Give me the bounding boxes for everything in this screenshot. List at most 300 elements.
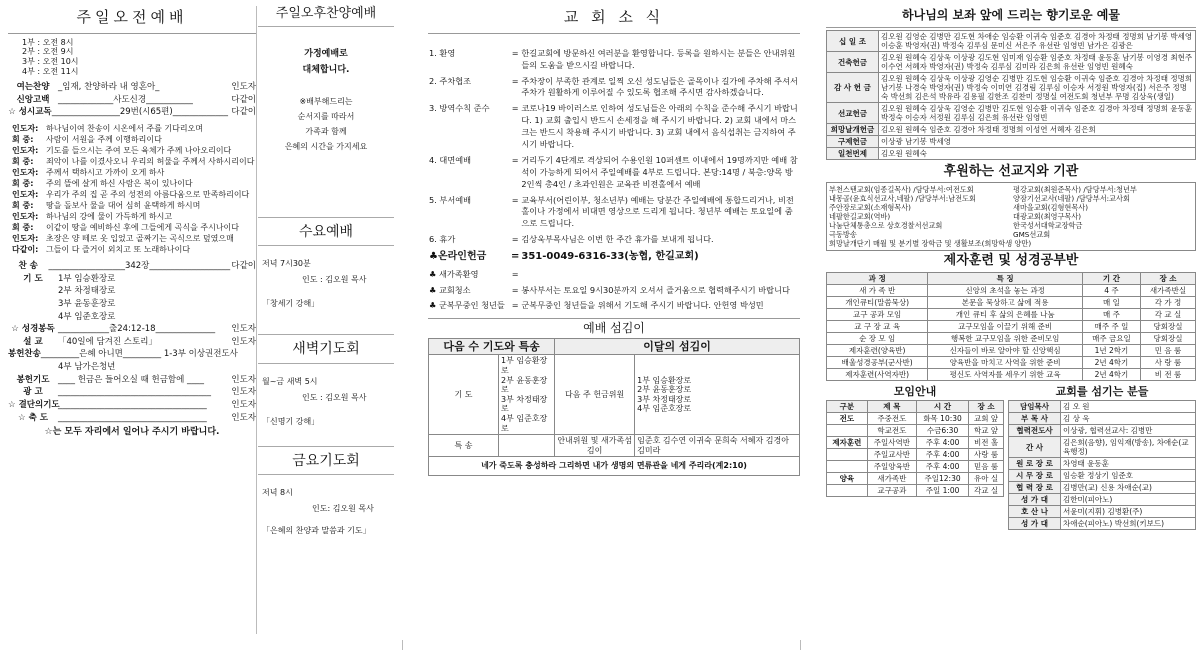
meetings-cell: 주일사역반 <box>867 437 916 449</box>
training-cell: 양육반을 마치고 사역을 위한 준비 <box>928 356 1083 368</box>
order-name: 설 교 <box>23 336 43 347</box>
training-cell: 신앙의 초석을 놓는 과정 <box>928 284 1083 296</box>
offering-row <box>827 124 1196 136</box>
order-row <box>8 324 256 335</box>
meetings-cell: 각교 실 <box>969 485 1004 497</box>
order-name: 기 도 <box>23 273 43 284</box>
reading-text: 우리가 주의 집 곧 주의 성전의 아름다움으로 만족하리이다 <box>46 190 250 199</box>
reading-text: 주의 뜰에 살게 하신 사람은 복이 있나이다 <box>46 179 193 188</box>
staff-role: 호 산 나 <box>1009 506 1061 518</box>
reading-text: 하나님이여 찬송이 시온에서 주를 기다리오며 <box>46 124 204 133</box>
news-row <box>428 101 800 153</box>
order-content: _임재, 찬양하라 내 영혼아_ <box>58 82 160 93</box>
order-content: ____ 헌금은 들어오실 때 헌금함에 ____ <box>58 374 205 385</box>
wednesday-leader: 인도 : 김오원 목사 <box>302 275 367 285</box>
staff-row <box>1009 482 1196 494</box>
news-key: ♣온라인헌금 <box>429 251 487 263</box>
order-name: ☆ 성시교독 <box>8 107 52 118</box>
offering-type: 구제헌금 <box>827 136 879 148</box>
other-services-section <box>258 0 394 651</box>
meetings-row <box>827 425 1004 437</box>
meetings-cell: 학교 앞 <box>969 425 1004 437</box>
dawn-topic: 「신명기 강해」 <box>262 416 320 426</box>
meetings-cell: 주일양육반 <box>867 461 916 473</box>
mission-item: 내몽골(윤효식선교사,네팔) /담당부서:남전도회 <box>829 194 976 204</box>
order-row <box>8 400 256 411</box>
service-time: 4부 : 오전 11시 <box>22 66 79 76</box>
prayer-item: 2부 윤동훈장로 <box>501 375 548 395</box>
reading-speaker: 인도자: <box>12 168 39 177</box>
mission-item: 양잠기선교사(네팔) /담당부서:교사회 <box>1013 194 1130 204</box>
service-time: 1부 : 오전 8시 <box>22 37 74 47</box>
meetings-title: 모임안내 <box>893 384 937 398</box>
meetings-row <box>827 449 1004 461</box>
prayer-list <box>499 355 555 435</box>
staff-names: 김병만(교) 신용 차애순(교) <box>1061 482 1196 494</box>
meetings-cell: 새가족반 <box>867 473 916 485</box>
news-text: 한길교회에 방문하신 여러분을 환영합니다. 등록을 원하시는 분들은 안내위원들의 도움을 받으시길 바랍니다. <box>521 47 796 70</box>
offering-names: 김오원 원혜숙 임준호 김경아 차정태 정명희 이성연 서혜자 김은희 <box>879 124 1196 136</box>
meetings-header <box>827 401 1004 413</box>
wednesday-info <box>258 246 394 322</box>
meetings-row <box>827 485 1004 497</box>
offering-row <box>827 52 1196 73</box>
meetings-cell: 주일교사반 <box>867 449 916 461</box>
news-text <box>520 267 800 283</box>
afternoon-instructions <box>258 94 394 155</box>
meetings-cell: 화목 10:30 <box>917 413 969 425</box>
meetings-row <box>827 413 1004 425</box>
offering-title: 하나님의 보좌 앞에 드리는 향기로운 예물 <box>826 0 1196 28</box>
news-text: 봉사부서는 토요일 9시30분까지 오셔서 즐거움으로 협력해주시기 바랍니다 <box>521 284 790 295</box>
serve-table <box>428 338 800 476</box>
reading-line <box>12 234 256 244</box>
meetings-cell: 주후 4:00 <box>917 449 969 461</box>
prayer-item: 4부 임준호장로 <box>501 414 548 433</box>
news-eq: = <box>511 154 519 165</box>
meetings-cell: 유아 실 <box>969 473 1004 485</box>
staff-role: 협력전도사 <box>1009 425 1061 437</box>
training-cell: 각 교 실 <box>1141 308 1196 320</box>
dawn-prayer-info <box>258 364 394 440</box>
order-content: ___________________________________ <box>58 399 207 410</box>
meetings-row <box>827 473 1004 485</box>
staff-names: 서윤미(지휘) 김병환(주) <box>1061 506 1196 518</box>
meetings-cell: 비전 홀 <box>969 437 1004 449</box>
news-row <box>428 153 800 193</box>
friday-topic: 「은혜의 찬양과 말씀과 기도」 <box>262 526 371 536</box>
offering-table <box>826 30 1196 160</box>
order-name: 신앙고백 <box>16 94 50 105</box>
training-header <box>827 272 1196 284</box>
order-of-worship-continued <box>8 261 256 423</box>
news-row <box>428 74 800 102</box>
offering-names: 김오원 원혜숙 김상욱 이상광 김도현 임미재 임승환 임준호 차정태 윤동훈 남기봉 이영경 최현주 이수연 서혜자 박영자(권) 박정숙 김루심 김미라 김은희 유선란 임영빈 원혜숙 <box>879 52 1196 73</box>
training-cell: 민 음 룸 <box>1141 344 1196 356</box>
news-text: 교육부서(어린이부, 청소년부) 예배는 당분간 주일예배에 통합드리거나, 비전홀이나 가정에서 비대면 영상으로 드리게 됩니다. 청년부 예배는 토요일에 줌으로 드립니다. <box>521 194 794 229</box>
staff-role: 부 목 사 <box>1009 413 1061 425</box>
standing-note: ☆는 모두 자리에서 일어나 주시기 바랍니다. <box>44 427 220 438</box>
training-cell: 개인 큐티 후 삶의 은혜를 나눔 <box>928 308 1083 320</box>
meetings-cell: 제자훈련 <box>827 437 868 449</box>
mission-item: 극동방송 <box>829 230 857 240</box>
reading-speaker: 인도자: <box>12 234 39 243</box>
training-cell: 새 가 족 반 <box>827 284 928 296</box>
news-eq: = <box>511 194 519 205</box>
reading-speaker: 회 중: <box>12 179 34 188</box>
service-times <box>22 38 256 76</box>
offering-item: 1부 임승환장로 <box>637 375 692 385</box>
news-key: 6. 휴가 <box>429 234 456 245</box>
wednesday-title: 수요예배 <box>258 217 394 247</box>
mission-item: GMS선교회 <box>1013 230 1051 240</box>
meetings-cell: 주일 1:00 <box>917 485 969 497</box>
special-song-label: 특 송 <box>429 435 499 457</box>
mission-item: 네팔한길교회(역바) <box>829 212 891 222</box>
news-eq: = <box>511 75 519 86</box>
offering-names: 김오원 김영순 김병만 김도현 차애순 임승환 이귀숙 임준호 김경아 차정태 정명희 남기봉 박세영 이승훈 박영자(권) 박정숙 김루심 문미신 서은주 유선란 임영빈 남가은 김광은 <box>879 31 1196 52</box>
mission-item: 새마을교회(김형현목사) <box>1013 203 1089 213</box>
training-cell: 행복한 교구모임을 위한 준비모임 <box>928 332 1083 344</box>
news-row <box>428 248 800 267</box>
training-cell: 각 가 정 <box>1141 296 1196 308</box>
training-cell: 당회장실 <box>1141 320 1196 332</box>
reading-line <box>12 223 256 233</box>
order-row <box>8 337 256 348</box>
column-divider <box>256 6 257 634</box>
reading-speaker: 회 중: <box>12 135 34 144</box>
meetings-table <box>826 400 1004 497</box>
reading-line <box>12 146 256 156</box>
reading-line <box>12 179 256 189</box>
reading-text: 이같이 땅을 예비하신 후에 그들에게 곡식을 주시나이다 <box>46 223 239 232</box>
mission-item: 나눔단체통총으로 상호경찰서선교회 <box>829 221 943 231</box>
reading-line <box>12 135 256 145</box>
dawn-leader: 인도 : 김오원 목사 <box>302 392 367 402</box>
reading-speaker: 다같이: <box>12 245 39 254</box>
training-cell: 교 구 장 교 육 <box>827 320 928 332</box>
meetings-cell: 교구공과 <box>867 485 916 497</box>
order-leader: 인도자 <box>231 387 256 398</box>
staff-names: 김한미(피아노) <box>1061 494 1196 506</box>
training-row <box>827 284 1196 296</box>
offering-list <box>635 355 800 435</box>
offering-item: 2부 윤동훈장로 <box>637 385 692 395</box>
service-time: 2부 : 오전 9시 <box>22 47 74 57</box>
reading-speaker: 회 중: <box>12 223 34 232</box>
reading-text: 죄악이 나를 이겼사오니 우리의 허물을 주께서 사하시리이다 <box>46 157 255 166</box>
news-key: ♣ 교회청소 <box>429 284 471 295</box>
reading-line <box>12 168 256 178</box>
training-cell: 4 주 <box>1082 284 1140 296</box>
instruction-line: 가족과 함께 <box>305 127 347 137</box>
order-row <box>8 349 256 360</box>
church-news-section <box>428 0 800 651</box>
training-cell: 당회장실 <box>1141 332 1196 344</box>
staff-role: 담임목사 <box>1009 401 1061 413</box>
service-time: 3부 : 오전 10시 <box>22 56 79 66</box>
offering-type: 감 사 헌 금 <box>827 73 879 103</box>
staff-role: 성 가 대 <box>1009 494 1061 506</box>
instruction-line: 순서지를 따라서 <box>297 112 355 122</box>
mission-title: 후원하는 선교지와 기관 <box>943 164 1079 179</box>
meetings-head-cell: 제 목 <box>867 401 916 413</box>
dawn-prayer-title: 새벽기도회 <box>258 334 394 364</box>
reading-speaker: 인도자: <box>12 190 39 199</box>
order-leader: 다같이 <box>231 261 256 271</box>
meetings-head-cell: 시 간 <box>917 401 969 413</box>
offering-type: 희망날개헌금 <box>827 124 879 136</box>
meetings-row <box>827 461 1004 473</box>
news-row <box>428 232 800 248</box>
staff-row <box>1009 425 1196 437</box>
meetings-head-cell: 장 소 <box>969 401 1004 413</box>
training-row <box>827 308 1196 320</box>
meetings-cell: 수금6:30 <box>917 425 969 437</box>
training-cell: 2년 4학기 <box>1082 356 1140 368</box>
staff-table <box>1008 400 1196 530</box>
staff-names: 이상광, 협력선교사: 김병만 <box>1061 425 1196 437</box>
fold-mark <box>800 640 801 650</box>
special-song-value <box>499 435 555 457</box>
meetings-cell <box>827 485 868 497</box>
friday-prayer-info <box>258 475 394 549</box>
order-row <box>8 299 256 310</box>
news-key: 2. 주차협조 <box>429 75 472 86</box>
bible-verse: 네가 죽도록 충성하라 그리하면 내가 생명의 면류관을 네게 주리라(계2:10) <box>429 457 800 476</box>
order-row <box>8 362 256 373</box>
order-name: 찬 송 <box>18 261 38 271</box>
training-cell: 개인큐티(말씀묵상) <box>827 296 928 308</box>
offering-item: 4부 임준호장로 <box>637 404 692 414</box>
offering-section <box>826 0 1196 651</box>
order-row <box>8 375 256 386</box>
training-row <box>827 356 1196 368</box>
staff-title: 교회를 섬기는 분들 <box>1055 384 1149 398</box>
staff-role: 원 로 장 로 <box>1009 458 1061 470</box>
news-row <box>428 283 800 299</box>
mission-list <box>826 182 1196 251</box>
order-row <box>8 261 256 272</box>
prayer-item: 1부 임승환장로 <box>501 356 548 376</box>
training-head-cell: 특 징 <box>928 272 1083 284</box>
dawn-time: 월~금 새벽 5시 <box>262 376 318 386</box>
mission-item: 희망날개단기 매월 및 분기별 장학금 및 생활보조(희망학생 양만) <box>829 239 1032 249</box>
meetings-cell: 주일12:30 <box>917 473 969 485</box>
order-content: 4부 임준호장로 <box>58 311 116 322</box>
serve-head-1: 다음 수 기도와 특송 <box>429 339 555 355</box>
notice-line: 대체합니다. <box>302 64 350 75</box>
staff-row <box>1009 506 1196 518</box>
serve-head-2: 이달의 섬김이 <box>555 339 800 355</box>
reading-line <box>12 212 256 222</box>
order-content: _________은혜 아니면_________ 1-3부 이상권전도사 <box>40 349 238 360</box>
order-content: 2부 차정태장로 <box>58 286 116 297</box>
order-content: _____________사도신경___________ <box>58 94 193 105</box>
reading-speaker: 인도자: <box>12 124 39 133</box>
news-table <box>428 46 800 315</box>
guide-label: 안내위원 및 새가족섬김이 <box>555 435 635 457</box>
meetings-cell: 전도 <box>827 413 868 425</box>
news-row <box>428 193 800 233</box>
order-content: ________________29번(시65편)_____________ <box>51 107 228 118</box>
staff-block <box>1008 383 1196 531</box>
offering-item: 3부 차정태장로 <box>637 394 692 404</box>
training-cell: 2년 4학기 <box>1082 368 1140 380</box>
reading-line <box>12 245 256 255</box>
offering-label: 다음 주 헌금위원 <box>555 355 635 435</box>
staff-names: 김 오 원 <box>1061 401 1196 413</box>
order-name: 여는찬양 <box>16 82 50 93</box>
training-cell: 새가족반실 <box>1141 284 1196 296</box>
offering-row <box>827 148 1196 160</box>
order-content: 4부 남가은청년 <box>58 362 116 372</box>
wednesday-topic: 「창세기 강해」 <box>262 299 320 309</box>
fold-mark <box>402 640 403 650</box>
training-table <box>826 272 1196 381</box>
order-row <box>8 274 256 285</box>
order-row <box>8 413 256 424</box>
reading-text: 하나님의 강에 물이 가득하게 하시고 <box>46 212 173 221</box>
news-text: 거리두기 4단계로 격상되어 수용인원 10퍼센트 이내에서 19명까지만 예배 참석이 가능하게 되어서 주일예배를 4부로 드립니다. 본당:14명 / 북층:양목 방 2인씩 총4인 / 초과인원은 교육관 비전홀에서 예배 <box>521 154 798 189</box>
reading-text: 땅을 돌보사 물을 대어 심히 윤택하게 하시며 <box>46 201 201 210</box>
serve-title: 예배 섬김이 <box>428 318 800 338</box>
meetings-head-cell: 구분 <box>827 401 868 413</box>
church-news-title: 교 회 소 식 <box>428 0 800 34</box>
news-row <box>428 267 800 283</box>
staff-names: 차애순(피아노) 박선희(키보드) <box>1061 518 1196 530</box>
responsive-reading <box>8 124 256 255</box>
order-leader: 다같이 <box>231 107 256 118</box>
news-eq: = <box>511 251 520 263</box>
training-cell: 신자들이 바로 알아야 할 신앙핵심 <box>928 344 1083 356</box>
training-cell: 비 전 룸 <box>1141 368 1196 380</box>
meetings-cell: 사랑 룸 <box>969 449 1004 461</box>
offering-names: 이상광 남기봉 박세영 <box>879 136 1196 148</box>
order-of-worship <box>8 82 256 118</box>
meetings-cell: 주후 4:00 <box>917 461 969 473</box>
meetings-cell <box>827 425 868 437</box>
reading-line <box>12 157 256 167</box>
order-leader: 다같이 <box>231 94 256 105</box>
offering-row <box>827 103 1196 124</box>
offering-type: 건축헌금 <box>827 52 879 73</box>
training-row <box>827 296 1196 308</box>
order-leader: 인도자 <box>231 412 256 423</box>
training-cell: 순 장 모 임 <box>827 332 928 344</box>
instruction-line: 은혜의 시간을 가지세요 <box>284 142 368 152</box>
order-leader: 인도자 <box>231 336 256 347</box>
afternoon-worship-title: 주일오후찬양예배 <box>258 0 394 27</box>
news-eq: = <box>511 300 519 311</box>
meetings-cell: 양육 <box>827 473 868 485</box>
news-key: 4. 대면예배 <box>429 154 472 165</box>
training-head-cell: 장 소 <box>1141 272 1196 284</box>
staff-role: 간 사 <box>1009 437 1061 458</box>
offering-names: 김오원 원혜숙 김상욱 김영순 김병만 김도현 임승환 이귀숙 임준호 김경아 차정태 정명희 윤동훈 박정숙 이승자 서정원 김루심 김은희 유선란 임영빈 <box>879 103 1196 124</box>
meetings-cell: 교회 앞 <box>969 413 1004 425</box>
staff-role: 시 무 장 로 <box>1009 470 1061 482</box>
prayer-item: 3부 차정태장로 <box>501 394 548 414</box>
staff-names: 임승환 정상기 임준호 <box>1061 470 1196 482</box>
reading-speaker: 회 중: <box>12 157 34 166</box>
training-cell: 제자훈련(양육반) <box>827 344 928 356</box>
reading-line <box>12 190 256 200</box>
prayer-label: 기 도 <box>429 355 499 435</box>
staff-row <box>1009 470 1196 482</box>
reading-text: 주께서 택하시고 가까이 오게 하사 <box>46 168 165 177</box>
order-name: 봉헌기도 <box>16 374 50 385</box>
staff-row <box>1009 458 1196 470</box>
order-content: 1부 임승환장로 <box>58 273 116 284</box>
training-cell: 매 일 <box>1082 296 1140 308</box>
staff-names: 차영태 윤동훈 <box>1061 458 1196 470</box>
order-row <box>8 387 256 398</box>
friday-time: 저녁 8시 <box>262 488 293 498</box>
mission-item: 대광교회(최영구목사) <box>1013 212 1082 222</box>
training-cell: 매주 금요일 <box>1082 332 1140 344</box>
training-cell: 사 랑 룸 <box>1141 356 1196 368</box>
order-content: ___________________________________ <box>58 412 207 423</box>
offering-names: 김오원 원혜숙 김상욱 이상광 김영순 김병만 김도현 임승환 이귀숙 임준호 김경아 차정태 정명희 남기봉 나경숙 박영자(권) 박정숙 이미연 김경림 김루심 이승자 서정원 박영자(집) 서은주 정명숙 박선희 김은석 박유라 김용필 김한조 김찬미 정명실 여전도회 청년부 무명 김상욱(생일) <box>879 73 1196 103</box>
morning-worship-section <box>8 0 256 651</box>
mission-item: 부천스탠교회(임종길목사) /담당부서:여전도회 <box>829 185 974 195</box>
reading-text: 사람이 서원을 주께 이행하리이다 <box>46 135 162 144</box>
order-name: ☆ 결단의기도 <box>8 399 60 410</box>
staff-row <box>1009 518 1196 530</box>
training-cell: 교구모임을 이끌기 위해 준비 <box>928 320 1083 332</box>
reading-speaker: 인도자: <box>12 146 39 155</box>
news-text: 군복무중인 청년들을 위해서 기도해 주시기 바랍니다. 안헌영 박성민 <box>521 300 764 311</box>
news-text: 코로나19 바이러스로 인하여 성도님들은 아래의 수칙을 준수해 주시기 바랍니다. 1) 교회 출입시 반드시 손세정을 해 주시기 바랍니다. 2) 교회 내에서 마스크는 반드시 착용해 주시기 바랍니다. 3) 교회 내에서 음식섭취는 금지하여 주시기 바랍니다. <box>521 103 798 149</box>
staff-role: 성 가 대 <box>1009 518 1061 530</box>
news-key: ♣ 군복무중인 청년들 <box>429 300 505 311</box>
training-row <box>827 320 1196 332</box>
training-cell: 평신도 사역자를 세우기 위한 교육 <box>928 368 1083 380</box>
order-content: 「40일에 담겨진 스토리」 <box>58 336 157 347</box>
news-key: 1. 환영 <box>429 47 456 58</box>
training-cell: 본문을 묵상하고 삶에 적용 <box>928 296 1083 308</box>
training-title: 제자훈련 및 성경공부반 <box>943 253 1079 269</box>
meetings-row <box>827 437 1004 449</box>
training-head-cell: 기 간 <box>1082 272 1140 284</box>
staff-row <box>1009 494 1196 506</box>
staff-names: 김 상 욱 <box>1061 413 1196 425</box>
news-text: 351-0049-6316-33(농협, 한길교회) <box>521 251 699 263</box>
training-head-cell: 과 정 <box>827 272 928 284</box>
training-cell: 배울성경공부(군사반) <box>827 356 928 368</box>
friday-leader: 인도: 김오원 목사 <box>312 504 374 514</box>
staff-row <box>1009 413 1196 425</box>
offering-row <box>827 31 1196 52</box>
training-cell: 제자훈련(사역자반) <box>827 368 928 380</box>
order-leader: 인도자 <box>231 324 256 335</box>
reading-text: 기도를 들으시는 주여 모든 육체가 주께 나아오리이다 <box>46 146 232 155</box>
notice-line: 가정예배로 <box>304 49 348 60</box>
reading-line <box>12 124 256 134</box>
order-name: 봉헌찬송 <box>8 349 41 360</box>
offering-type: 선교헌금 <box>827 103 879 124</box>
training-cell: 1년 2학기 <box>1082 344 1140 356</box>
meetings-cell <box>827 449 868 461</box>
news-key: 5. 부서예배 <box>429 194 472 205</box>
training-row <box>827 332 1196 344</box>
offering-row <box>827 136 1196 148</box>
news-eq: = <box>511 268 519 279</box>
training-row <box>827 368 1196 380</box>
offering-type: 십 일 조 <box>827 31 879 52</box>
mission-item: 평강교회(최원준목사) /담당부서:청년부 <box>1013 185 1137 195</box>
